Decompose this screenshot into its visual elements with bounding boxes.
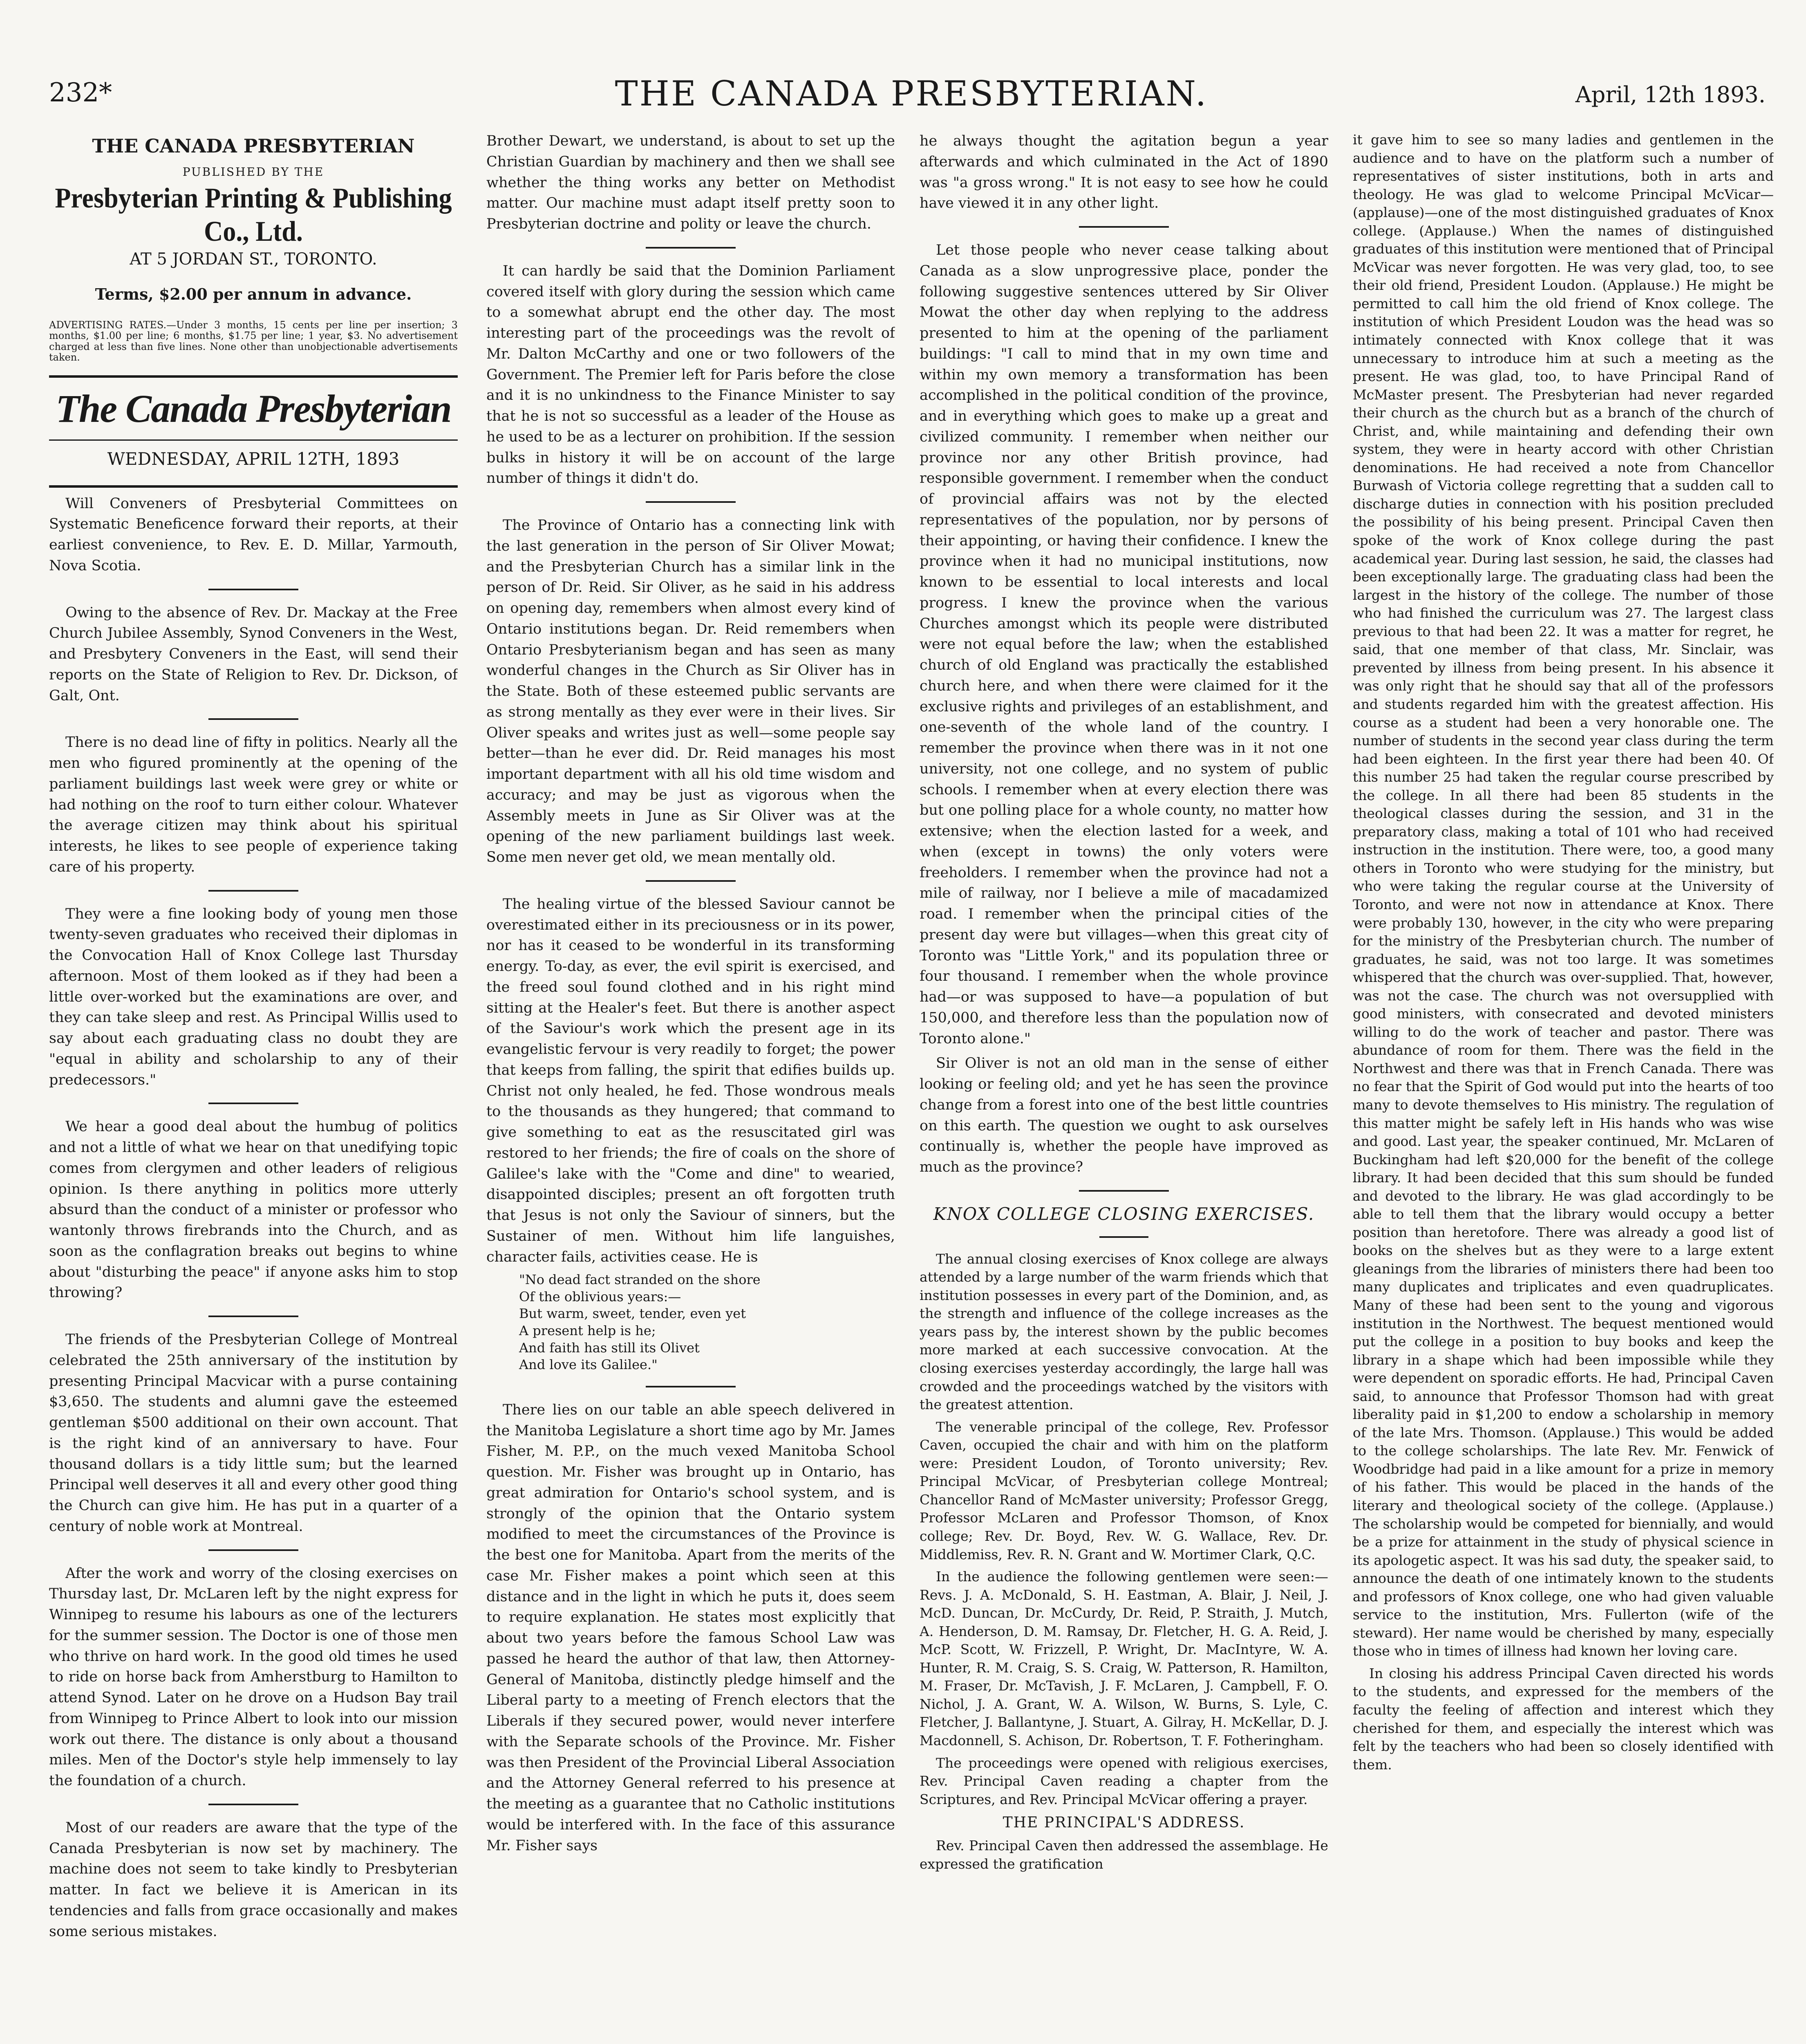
masthead-terms: Terms, $2.00 per annum in advance. [95,285,412,303]
divider [1099,1236,1148,1238]
editorial-paragraph: Will Conveners of Presbyterial Committees on Systematic Beneficence forward their reports, at their earliest convenience, to Rev. E. D. Millar, Yarmouth, Nova Scotia. [49,495,458,574]
divider [208,589,298,590]
divider [646,501,736,503]
editorial-paragraph: After the work and worry of the closing exercises on Thursday last, Dr. McLaren left by the night express for Winnipeg to resume his labours as one of the lecturers for the summer session. The Doctor is one of those men who thrive on hard work. In the good old times he used to ride on horse back from Amherstburg to Hamilton to attend Synod. Later on he drove on a Hudson Bay trail from Winnipeg to Prince Albert to look into our mission work out there. The distance is only about a thousand miles. Men of the Doctor's style help immensely to lay the foundation of a church. [49,1565,458,1789]
column-2 [486,131,895,2044]
article-paragraph: The proceedings were opened with religious exercises, Rev. Principal Caven reading a chapter from the Scriptures, and Rev. Principal McVicar offering a prayer. [920,1755,1328,1807]
editorial-paragraph: Let those people who never cease talking about Canada as a slow unprogressive place, ponder the following suggestive sentences uttered by Sir Oliver Mowat the other day when replying to the address presented to him at the opening of the parliament buildings: "I call to mind that in my own time and within my own memory a transformation has been accomplished in the political condition of the province, and in everything which goes to make up a great and civilized community. I remember when neither our province nor any other British province, had responsible government. I remember when the conduct of provincial affairs was not by the elected representatives of the population, nor by persons of their appointing, or having their confidence. I knew the province when it had no municipal institutions, now known to be essential to local interests and local progress. I knew the province when the various Churches amongst which its people were distributed were not equal before the law; when the established church of old England was practically the established church here, and when there were claimed for it the exclusive rights and privileges of an establishment, and one-seventh of the whole land of the country. I remember the province when there was in it not one university, not one college, and no system of public schools. I remember when at every election there was but one polling place for a whole county, no matter how extensive; when the election lasted for a week, and when (except in towns) the only voters were freeholders. I remember when the province had not a mile of railway, nor I believe a mile of macadamized road. I remember when the principal cities of the present day were but villages—when this great city of Toronto was "Little York," and its population three or four thousand. I remember when the whole province had—or was supposed to have—a population of but 150,000, and therefore less than the population now of Toronto alone." [920,242,1328,1047]
divider [646,1386,736,1387]
editorial-paragraph: They were a fine looking body of young men those twenty-seven graduates who received their diplomas in the Convocation Hall of Knox College last Thursday afternoon. Most of them looked as if they had been a little over-worked but the examinations are over, and they can take sleep and rest. As Principal Willis used to say about each graduating class no doubt they are "equal in ability and scholarship to any of their predecessors." [49,905,458,1088]
masthead-address: AT 5 JORDAN ST., TORONTO. [130,250,377,269]
editorial-paragraph: It can hardly be said that the Dominion Parliament covered itself with glory during the session which came to a somewhat abrupt end the other day. The most interesting part of the proceedings was the revolt of Mr. Dalton McCarthy and one or two followers of the Government. The Premier left for Paris before the close and it is no unkindness to the Finance Minister to say that he is not so successful as a leader of the House as he used to be as a lecturer on prohibition. If the session bulks in history it will be on account of the large number of things it didn't do. [486,262,895,487]
article-paragraph: it gave him to see so many ladies and gentlemen in the audience and to have on the platform such a number of representatives of sister institutions, both in arts and theology. He was glad to welcome Principal McVicar—(applause)—one of the most distinguished graduates of Knox college. (Applause.) When the names of distinguished graduates of this institution were mentioned that of Principal McVicar was never forgotten. He was very glad, too, to see their old friend, President Loudon. (Applause.) He might be permitted to call him the old friend of Knox college. The institution of which President Loudon was the head was so intimately connected with Knox college that it was unnecessary to introduce him at such a meeting as the present. He was glad, too, to have Principal Rand of McMaster present. The Presbyterian had never regarded their church as the church but as a branch of the church of Christ, and, while maintaining and defending their own system, they were in hearty accord with other Christian denominations. He had received a note from Chancellor Burwash of Victoria college regretting that a sudden call to discharge duties in connection with his position precluded the possibility of his being present. Principal Caven then spoke of the work of Knox college during the past academical year. During last session, he said, the classes had been exceptionally large. The graduating class had been the largest in the history of the college. The number of those who had finished the curriculum was 27. The largest class previous to that had been 22. It was a matter for regret, he said, that one member of that class, Mr. Sinclair, was prevented by illness from being present. In his absence it was only right that he should say that all of the professors and students regarded him with the greatest affection. His course as a student had been a very honorable one. The number of students in the second year class during the term had been eighteen. In the first year there had been 40. Of this number 25 had taken the regular course prescribed by the college. In all there had been 85 students in the theological classes during the session, and 31 in the preparatory class, making a total of 101 who had received instruction in the institution. There were, too, a good many others in Toronto who were studying for the ministry, but who were taking the regular course at the University of Toronto, and were not now in attendance at Knox. There were probably 130, however, in the city who were preparing for the ministry of the Presbyterian church. The number of graduates, he said, was not too large. It was sometimes whispered that the church was over-supplied. That, however, was not the case. The church was not oversupplied with good ministers, with consecrated and devoted ministers willing to do the work of teacher and pastor. There was abundance of room for them. There was the field in the Northwest and there was that in French Canada. There was no fear that the Spirit of God would put into the hearts of too many to devote themselves to His ministry. The regulation of this matter might be safely left in His hands who was wise and good. Last year, the speaker continued, Mr. McLaren of Buckingham had left $20,000 for the benefit of the college library. It had been decided that this sum should be funded and devoted to the library. He was glad accordingly to be able to tell them that the library would occupy a better position than heretofore. There was already a good list of books on the shelves but as they were to a large extent gleanings from the libraries of ministers there had been too many duplicates and triplicates and even quadruplicates. Many of these had been sent to the young and vigorous institution in the Northwest. The bequest mentioned would put the college in a position to buy books and keep the library in a shape which had been impossible while they were dependent on sporadic efforts. He had, Principal Caven said, to announce that Professor Thomson had with great liberality paid in $1,200 to endow a scholarship in memory of the late Mrs. Thomson. (Applause.) This would be added to the college scholarships. The late Rev. Mr. Fenwick of Woodbridge had paid in a like amount for a prize in memory of his father. This would be placed in the hands of the literary and theological society of the college. (Applause.) The scholarship would be competed for biennially, and would be a prize for attainment in the study of physical science in its apologetic aspect. It was his sad duty, the speaker said, to announce the death of one intimately known to the students and professors of Knox college, one who had given valuable service to the institution, Mrs. Fullerton (wife of the steward). Her name would be cherished by many, especially those who in times of illness had known her loving care. [1353,132,1774,1659]
editorial-paragraph: Owing to the absence of Rev. Dr. Mackay at the Free Church Jubilee Assembly, Synod Conveners in the West, and Presbytery Conveners in the East, will send their reports on the State of Religion to Rev. Dr. Dickson, of Galt, Ont. [49,604,458,704]
article-paragraph: Rev. Principal Caven then addressed the assemblage. He expressed the gratification [920,1838,1328,1872]
issue-date: April, 12th 1893. [1575,82,1766,108]
advertising-rates: ADVERTISING RATES.—Under 3 months, 15 cents per line per insertion; 3 months, $1.00 per line; 6 months, $1.75 per line; 1 year, $3. No advertisement charged at less than five lines. None other than unobjectionable advertisements taken. [49,319,458,363]
divider [208,890,298,892]
divider [646,880,736,882]
column-3 [920,131,1328,2044]
editorial-paragraph: Brother Dewart, we understand, is about to set up the Christian Guardian by machinery and then we shall see whether the thing works any better on Methodist matter. Our machine must adapt itself pretty soon to Presbyterian doctrine and polity or leave the church. [486,133,895,232]
divider [208,1804,298,1805]
article-paragraph: The venerable principal of the college, Rev. Professor Caven, occupied the chair and with him on the platform were: President Loudon, of Toronto university; Rev. Principal McVicar, of Presbyterian college Montreal; Chancellor Rand of McMaster university; Professor Gregg, Professor McLaren and Professor Thomson, of Knox college; Rev. Dr. Boyd, Rev. W. G. Wallace, Rev. Dr. Middlemiss, Rev. R. N. Grant and W. Mortimer Clark, Q.C. [920,1419,1328,1562]
divider [49,485,458,488]
editorial-paragraph: Most of our readers are aware that the type of the Canada Presbyterian is now set by machinery. The machine does not seem to take kindly to Presbyterian matter. In fact we believe it is American in its tendencies and falls from grace occasionally and makes some serious mistakes. [49,1819,458,1940]
page-number: 232* [49,78,112,108]
divider [208,1549,298,1551]
masthead-company: Presbyterian Printing & Publishing Co., Ltd. [55,182,452,247]
editorial-paragraph: There is no dead line of fifty in politics. Nearly all the men who figured prominently at the opening of the parliament buildings last week were grey or white or had nothing on the roof to turn either colour. Whatever the average citizen may think about his spiritual interests, he likes to see people of experience taking care of his property. [49,734,458,875]
blackletter-title: The Canada Presbyterian [56,386,451,430]
editorial-paragraph: There lies on our table an able speech delivered in the Manitoba Legislature a short time ago by Mr. James Fisher, M. P.P., on the much vexed Manitoba School question. Mr. Fisher was brought up in Ontario, has great admiration for Ontario's school system, and is strongly of the opinion that the Ontario system modified to meet the circumstances of the Province is the best one for Manitoba. Apart from the merits of the case Mr. Fisher makes a point which seen at this distance and in the light in which he puts it, does seem to require explanation. He states most explicitly that about two years before the famous School Law was passed he heard the author of that law, then Attorney-General of Manitoba, distinctly pledge himself and the Liberal party to a meeting of French electors that the Liberals if they secured power, would never interfere with the Separate schools of the Province. Mr. Fisher was then President of the Provincial Liberal Association and the Attorney General referred to his presence at the meeting as a guarantee that no Catholic institutions would be interfered with. In the face of this assurance Mr. Fisher says [486,1401,895,1854]
masthead-published-by: PUBLISHED BY THE [182,165,324,179]
column-4 [1353,131,1774,2044]
masthead-title: THE CANADA PRESBYTERIAN [92,135,415,157]
subheading: THE PRINCIPAL'S ADDRESS. [1003,1814,1245,1831]
article-paragraph: The annual closing exercises of Knox college are always attended by a large number of the warm friends which that institution possesses in every part of the Dominion, and, as the strength and influence of the college increases as the years pass by, the interest shown by the public becomes more marked at each successive convocation. At the closing exercises yesterday accordingly, the large hall was crowded and the proceedings watched by the visitors with the greatest attention. [920,1251,1328,1413]
divider [208,718,298,720]
column-1 [49,131,458,2044]
editorial-paragraph: We hear a good deal about the humbug of politics and not a little of what we hear on that unedifying topic comes from clergymen and other leaders of religious opinion. Is there anything in politics more utterly absurd than the conduct of a minister or professor who wantonly throws firebrands into the Church, and as soon as the conflagration breaks out begins to whine about "disturbing the peace" if anyone asks him to stop throwing? [49,1118,458,1301]
divider [49,439,458,441]
divider [1079,1190,1169,1192]
divider [208,1316,298,1317]
article-paragraph: In the audience the following gentlemen were seen:—Revs. J. A. McDonald, S. H. Eastman, A. Blair, J. Neil, J. McD. Duncan, Dr. McCurdy, Dr. Reid, P. Straith, J. Mutch, A. Henderson, D. M. Ramsay, Dr. Fletcher, H. G. A. Reid, J. McP. Scott, W. Frizzell, P. Wright, Dr. MacIntyre, W. A. Hunter, R. M. Craig, S. S. Craig, W. Patterson, R. Hamilton, M. Fraser, Dr. McTavish, J. F. McLaren, J. Campbell, F. O. Nichol, J. A. Grant, W. A. Wilson, W. Burns, S. Lyle, C. Fletcher, J. Ballantyne, J. Stuart, A. Gilray, H. McKellar, D. J. Macdonnell, S. Achison, Dr. Robertson, T. F. Fotheringham. [920,1569,1328,1748]
editorial-paragraph: Sir Oliver is not an old man in the sense of either looking or feeling old; and yet he has seen the province change from a forest into one of the best little countries on this earth. The question we ought to ask ourselves continually is, whether the people have improved as much as the province? [920,1055,1328,1175]
edition-date: WEDNESDAY, APRIL 12TH, 1893 [107,448,400,469]
editorial-paragraph: The friends of the Presbyterian College of Montreal celebrated the 25th anniversary of the institution by presenting Principal Macvicar with a purse containing $3,650. The students and alumni gave the esteemed gentleman $500 additional on their own account. That is the right kind of an anniversary to have. Four thousand dollars is a tidy little sum; but the learned Principal well deserves it all and every other good thing the Church can give him. He has put in a quarter of a century of noble work at Montreal. [49,1331,458,1535]
divider [208,1103,298,1104]
divider [49,375,458,378]
editorial-paragraph: The healing virtue of the blessed Saviour cannot be overestimated either in its preciousness or in its power, nor has it ceased to be wonderful in its transforming energy. To-day, as ever, the evil spirit is exercised, and the freed soul found clothed and in his right mind sitting at the Healer's feet. But there is another aspect of the Saviour's work which the present age in its evangelistic fervour is very readily to forget; the power that keeps from falling, the spirit that edifies builds up. Christ not only healed, he fed. Those wondrous meals to the thousands as they hungered; that command to give something to eat as the resuscitated girl was restored to her friends; the fire of coals on the shore of Galilee's lake with the "Come and dine" to wearied, disappointed disciples; present an oft forgotten truth that Jesus is not only the Saviour of sinners, but the Sustainer of men. Without him life languishes, character fails, activities cease. He is [486,896,895,1265]
editorial-paragraph: The Province of Ontario has a connecting link with the last generation in the person of Sir Oliver Mowat; and the Presbyterian Church has a similar link in the person of Dr. Reid. Sir Oliver, as he said in his address on opening day, remembers when almost every kind of Ontario institutions began. Dr. Reid remembers when Ontario Presbyterianism began and has seen as many wonderful changes in the Church as Sir Oliver has in the State. Both of these esteemed public servants are as strong mentally as they ever were in their lives. Sir Oliver speaks and writes just as well—some people say better—than he ever did. Dr. Reid manages his most important department with all his old time wisdom and accuracy; and may be just as vigorous when the Assembly meets in June as Sir Oliver was at the opening of the new parliament buildings last week. Some men never get old, we mean mentally old. [486,517,895,865]
editorial-paragraph: he always thought the agitation begun a year afterwards and which culminated in the Act of 1890 was "a gross wrong." It is not easy to see how he could have viewed it in any other light. [920,133,1328,212]
article-paragraph: In closing his address Principal Caven directed his words to the students, and expressed for the members of the faculty the feeling of affection and interest which they cherished for them, and especially the interest which was felt by the teachers who had been so closely identified with them. [1353,1665,1774,1773]
section-title: KNOX COLLEGE CLOSING EXERCISES. [933,1204,1315,1224]
divider [1079,226,1169,228]
page-header [49,74,1774,119]
poem-quote: "No dead fact stranded on the shore Of the oblivious years:— But warm, sweet, tender, even yet A present help is he; And faith has still its Olivet And love its Galilee." [519,1272,761,1373]
running-title: THE CANADA PRESBYTERIAN. [615,74,1208,114]
divider [646,247,736,249]
